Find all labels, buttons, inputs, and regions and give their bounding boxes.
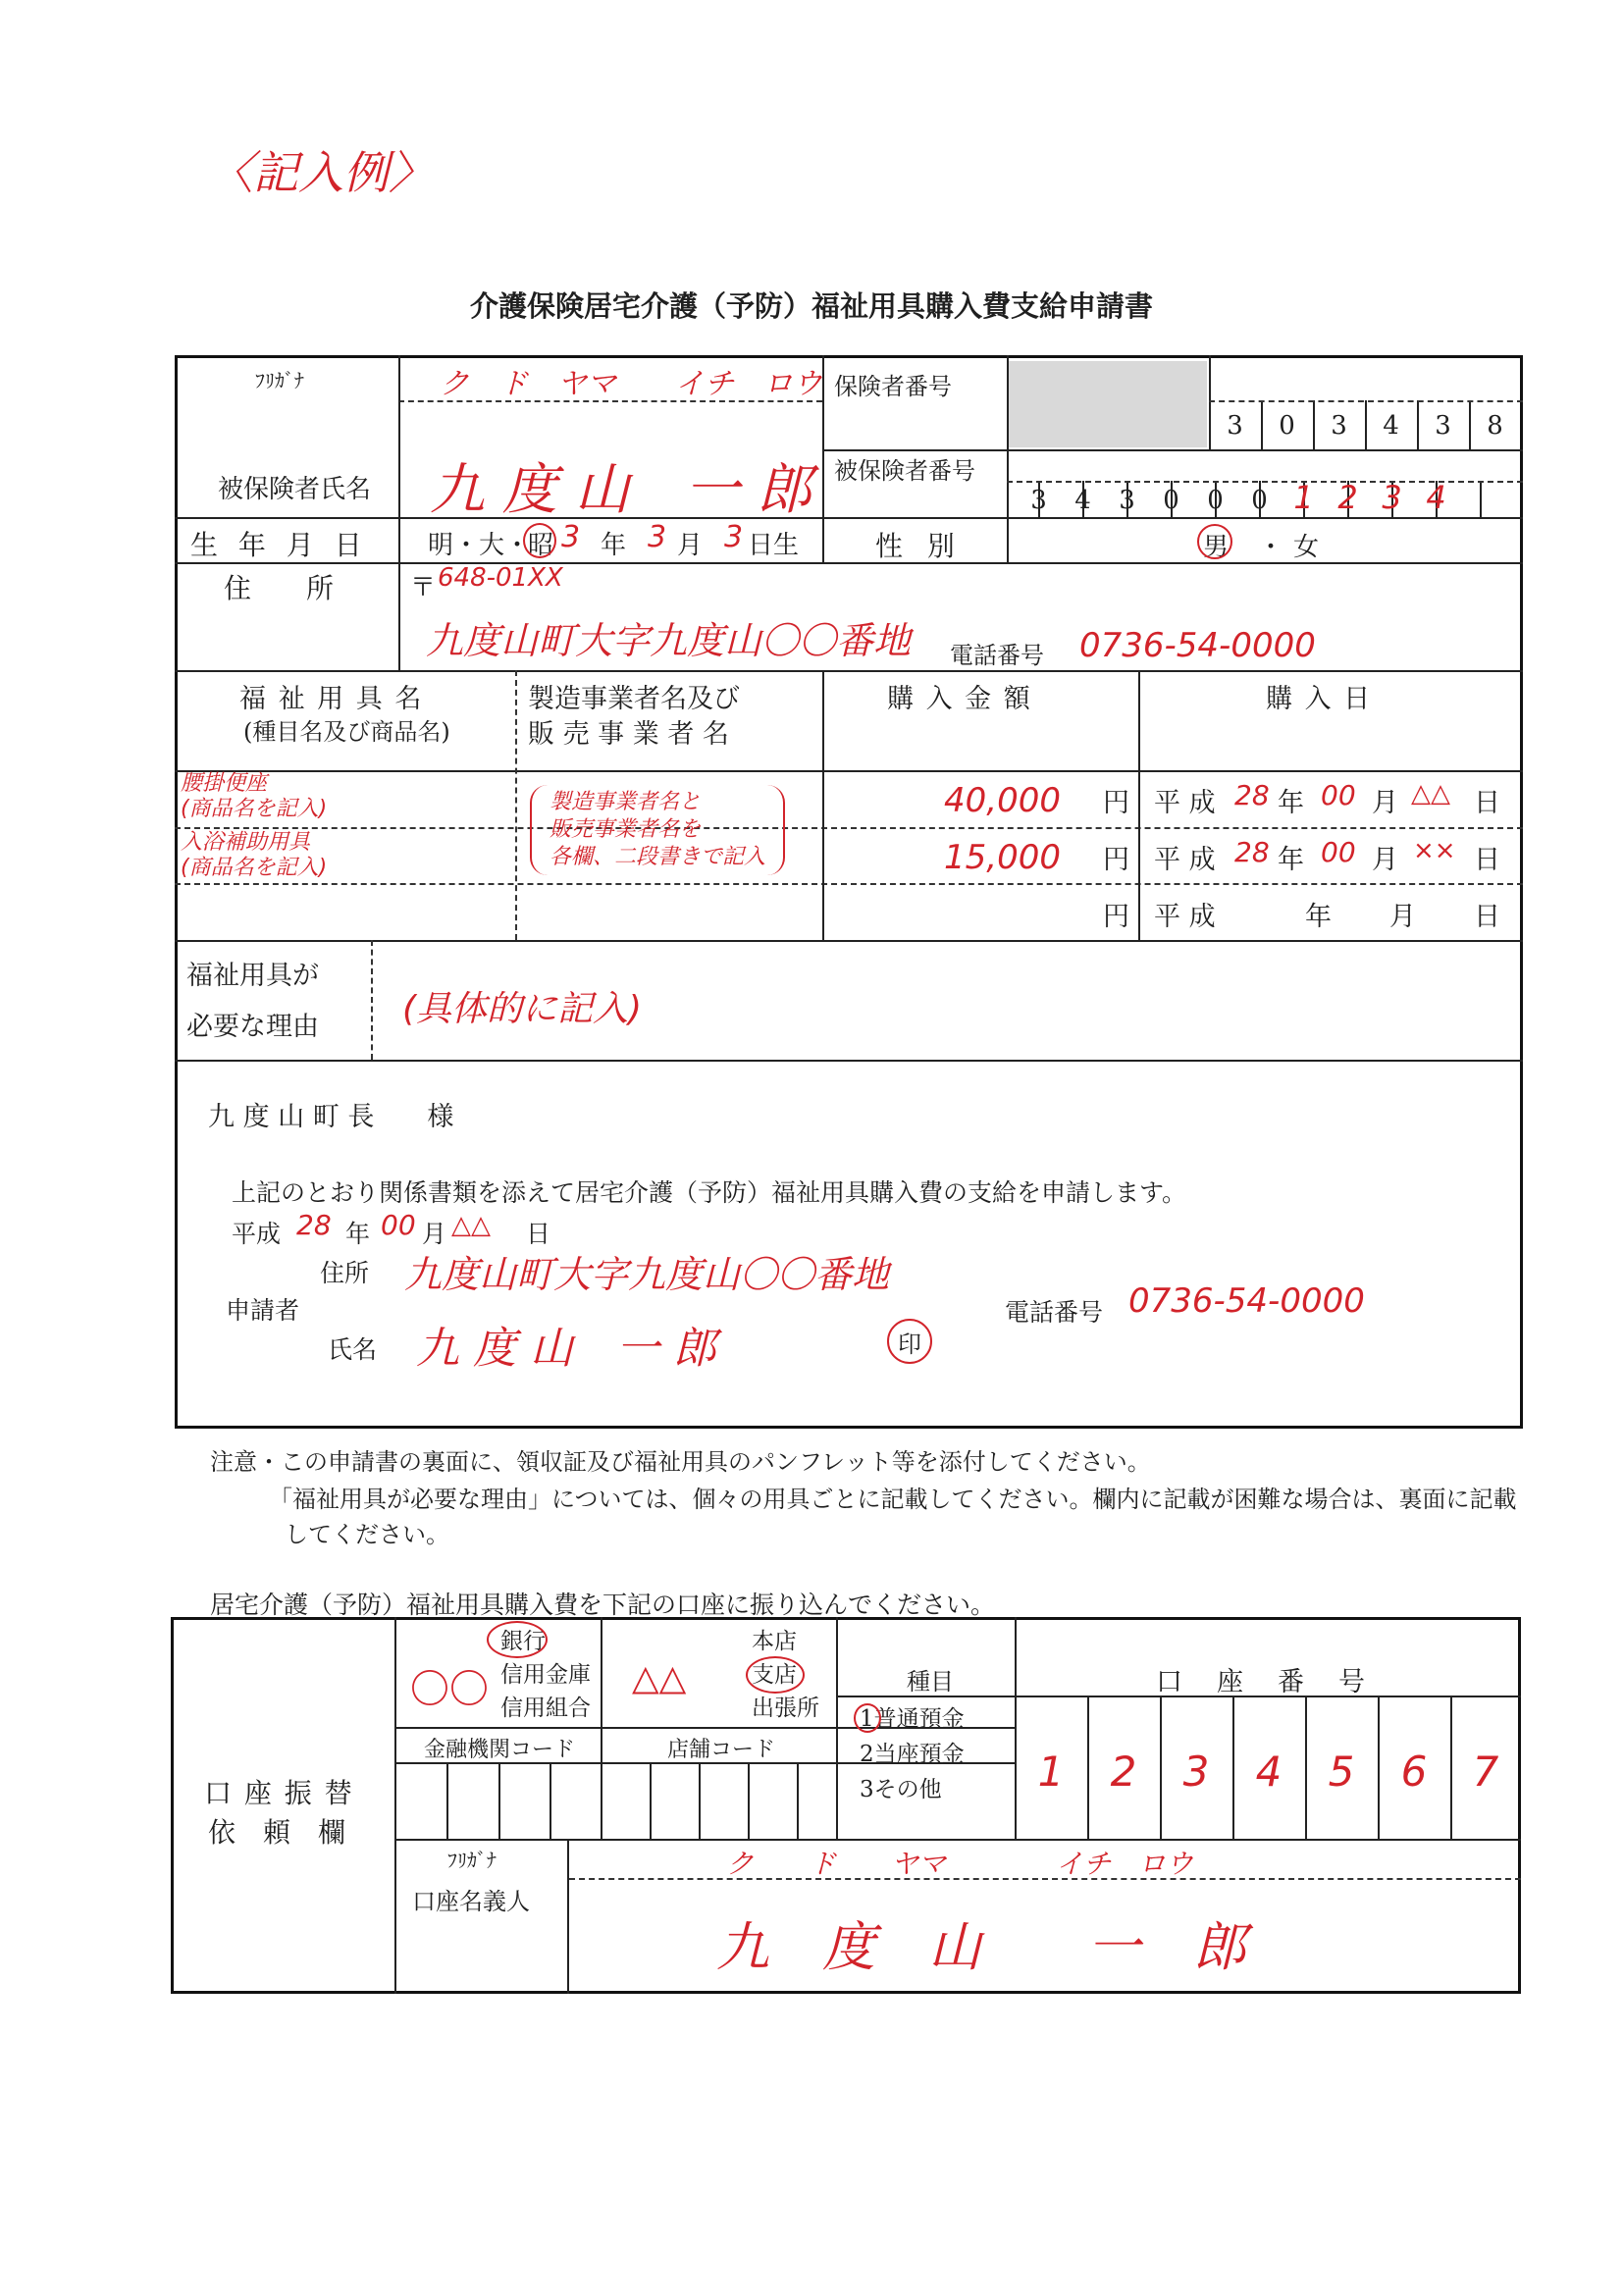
insured-digit[interactable]: 0 <box>1163 485 1179 515</box>
y-label: 年 <box>1305 902 1332 932</box>
reason-label-2: 必要な理由 <box>186 1012 319 1042</box>
insurer-shaded-area <box>1009 361 1207 447</box>
date-month[interactable]: 00 <box>381 1209 416 1241</box>
insured-digit[interactable]: 0 <box>1251 485 1268 515</box>
applicant-address-value[interactable]: 九度山町大字九度山〇〇番地 <box>404 1253 890 1296</box>
account-digit[interactable]: 1 <box>1037 1747 1065 1796</box>
item-name[interactable]: 腰掛便座 (商品名を記入) <box>181 771 328 821</box>
date-prefix: 平成 <box>232 1220 282 1248</box>
account-digit[interactable]: 7 <box>1472 1747 1499 1796</box>
insurer-no-label: 保険者番号 <box>834 373 952 400</box>
yen-label: 円 <box>1103 788 1129 818</box>
insured-name-value[interactable]: 九 度 山 一 郎 <box>430 458 812 522</box>
sample-label: 〈記入例〉 <box>208 146 434 199</box>
insurer-digit[interactable]: 4 <box>1383 411 1399 441</box>
item-name[interactable]: 入浴補助用具 (商品名を記入) <box>181 830 328 880</box>
m-label: 月 <box>1389 902 1416 932</box>
holder-furigana-value[interactable]: ク ド ヤマ イチ ロウ <box>726 1848 1194 1880</box>
address-label: 住 所 <box>224 572 335 604</box>
branch-name-value[interactable]: △△ <box>632 1658 687 1698</box>
bank-code-label: 金融機関コード <box>424 1738 576 1762</box>
heisei-label: 平 成 <box>1154 902 1216 932</box>
postal-value[interactable]: 648-01XX <box>438 563 563 593</box>
birth-year[interactable]: 3 <box>561 520 581 554</box>
m-label: 月 <box>1372 788 1398 818</box>
y-label: 年 <box>1278 845 1304 875</box>
bank-intro: 居宅介護（予防）福祉用具購入費を下記の口座に振り込んでください。 <box>210 1591 996 1619</box>
postal-mark: 〒 <box>410 573 437 602</box>
insurer-digit[interactable]: 8 <box>1487 411 1503 441</box>
amount-label: 購 入 金 額 <box>887 684 1032 714</box>
item-amount[interactable]: 15,000 <box>944 838 1061 877</box>
item-year[interactable]: 28 <box>1234 779 1270 811</box>
form-title: 介護保険居宅介護（予防）福祉用具購入費支給申請書 <box>469 289 1153 323</box>
account-digit[interactable]: 6 <box>1400 1747 1428 1796</box>
declaration-statement: 上記のとおり関係書類を添えて居宅介護（予防）福祉用具購入費の支給を申請します。 <box>232 1178 1187 1207</box>
account-digit[interactable]: 4 <box>1255 1747 1283 1796</box>
account-digit[interactable]: 5 <box>1328 1747 1355 1796</box>
kind-list: 1普通預金 2当座預金 3その他 <box>860 1706 965 1802</box>
section-label-2: 依 頼 欄 <box>208 1816 346 1849</box>
insured-digit[interactable]: 4 <box>1074 485 1091 515</box>
era-prefix: 明・大・ <box>428 531 531 560</box>
bank-name-value[interactable]: 〇〇 <box>410 1667 489 1712</box>
item-day[interactable]: ×× <box>1413 836 1456 865</box>
account-digit[interactable]: 2 <box>1110 1747 1137 1796</box>
m-label: 月 <box>1372 845 1398 875</box>
applicant-name-value[interactable]: 九 度 山 一 郎 <box>416 1324 716 1374</box>
birth-month[interactable]: 3 <box>648 520 667 554</box>
d-label: 日 <box>1474 788 1500 818</box>
kind-circle <box>854 1703 881 1733</box>
y-label: 年 <box>345 1220 371 1248</box>
insured-name-label: 被保険者氏名 <box>218 475 372 504</box>
gender-male[interactable]: 男 <box>1203 533 1230 562</box>
gender-label: 性 別 <box>875 530 963 562</box>
m-label: 月 <box>422 1220 447 1248</box>
equipment-name-label: 福 祉 用 具 名 <box>239 684 424 714</box>
insurer-digit[interactable]: 0 <box>1279 411 1295 441</box>
applicant-label: 申請者 <box>226 1296 300 1325</box>
applicant-phone-value[interactable]: 0736-54-0000 <box>1128 1281 1365 1321</box>
holder-name-value[interactable]: 九 度 山 一 郎 <box>716 1916 1246 1978</box>
kind-label: 種目 <box>907 1668 954 1696</box>
insured-digit-hand[interactable]: 2 <box>1337 479 1358 516</box>
d-label: 日 <box>1474 902 1500 932</box>
branch-type-circle <box>746 1656 805 1694</box>
phone-value[interactable]: 0736-54-0000 <box>1079 626 1316 665</box>
maker-label-1: 製造事業者名及び <box>528 684 740 714</box>
equipment-sub-label: (種目名及び商品名) <box>243 718 450 746</box>
furigana-label: ﾌﾘｶﾞﾅ <box>255 369 304 392</box>
branch-code-label: 店舗コード <box>667 1738 776 1762</box>
branch-type-list: 本店 支店 出張所 <box>752 1629 819 1721</box>
gender-circle <box>1197 524 1232 559</box>
yen-label: 円 <box>1103 902 1129 932</box>
era-showa[interactable]: 昭 <box>528 531 554 560</box>
insurer-digit[interactable]: 3 <box>1331 411 1347 441</box>
note-line-3: してください。 <box>285 1521 449 1548</box>
applicant-address-label: 住所 <box>320 1259 370 1287</box>
account-label: 口 座 番 号 <box>1156 1667 1369 1697</box>
item-month[interactable]: 00 <box>1321 836 1356 868</box>
reason-label-1: 福祉用具が <box>186 961 319 991</box>
applicant-phone-label: 電話番号 <box>1005 1298 1104 1327</box>
holder-furigana-label: ﾌﾘｶﾞﾅ <box>447 1849 497 1872</box>
insured-digit-hand[interactable]: 4 <box>1426 479 1446 516</box>
item-day[interactable]: △△ <box>1411 779 1450 809</box>
insured-digit[interactable]: 0 <box>1207 485 1224 515</box>
holder-label: 口座名義人 <box>412 1888 530 1915</box>
item-year[interactable]: 28 <box>1234 836 1270 868</box>
maker-label-2: 販 売 事 業 者 名 <box>528 719 729 750</box>
yen-label: 円 <box>1103 845 1129 875</box>
item-month[interactable]: 00 <box>1321 779 1356 811</box>
note-line-1: 注意・この申請書の裏面に、領収証及び福祉用具のパンフレット等を添付してください。 <box>210 1448 1151 1476</box>
birthdate-label: 生 年 月 日 <box>190 529 368 561</box>
section-label-1: 口 座 振 替 <box>204 1777 354 1809</box>
heisei-label: 平 成 <box>1154 788 1216 818</box>
maker-note[interactable]: 製造事業者名と 販売事業者名を 各欄、二段書きで記入 <box>530 785 785 875</box>
account-digit[interactable]: 3 <box>1182 1747 1210 1796</box>
item-amount[interactable]: 40,000 <box>944 781 1061 820</box>
date-day[interactable]: △△ <box>451 1211 491 1240</box>
insured-digit[interactable]: 3 <box>1119 485 1135 515</box>
furigana-value[interactable]: ク ド ヤマ イチ ロウ <box>440 367 822 401</box>
purchase-date-label: 購 入 日 <box>1266 684 1373 714</box>
y-label: 年 <box>1278 788 1304 818</box>
date-year[interactable]: 28 <box>296 1209 332 1241</box>
insured-digit-hand[interactable]: 1 <box>1293 479 1314 516</box>
insured-digit[interactable]: 3 <box>1030 485 1047 515</box>
insured-no-label: 被保険者番号 <box>834 457 975 485</box>
bank-type-circle <box>487 1621 548 1658</box>
year-label: 年 <box>601 531 627 560</box>
month-label: 月 <box>677 531 704 560</box>
gender-female[interactable]: 女 <box>1293 533 1320 562</box>
phone-label: 電話番号 <box>950 642 1044 669</box>
heisei-label: 平 成 <box>1154 845 1216 875</box>
bank-type-list: 銀行 信用金庫 信用組合 <box>500 1629 591 1721</box>
era-circle <box>523 523 556 558</box>
note-line-2: 「福祉用具が必要な理由」については、個々の用具ごとに記載してください。欄内に記載が困難な場合は、裏面に記載 <box>269 1486 1517 1513</box>
seal-stamp[interactable]: 印 <box>887 1319 932 1364</box>
addressee: 九 度 山 町 長 様 <box>208 1102 454 1132</box>
applicant-name-label: 氏名 <box>328 1335 378 1364</box>
insured-digit-hand[interactable]: 3 <box>1382 479 1402 516</box>
gender-dot: ・ <box>1258 533 1284 562</box>
address-value[interactable]: 九度山町大字九度山〇〇番地 <box>426 619 912 662</box>
insurer-digit[interactable]: 3 <box>1227 411 1243 441</box>
insurer-digit[interactable]: 3 <box>1435 411 1451 441</box>
reason-value[interactable]: (具体的に記入) <box>402 989 643 1029</box>
day-born-label: 日生 <box>748 531 800 560</box>
d-label: 日 <box>526 1220 551 1248</box>
d-label: 日 <box>1474 845 1500 875</box>
